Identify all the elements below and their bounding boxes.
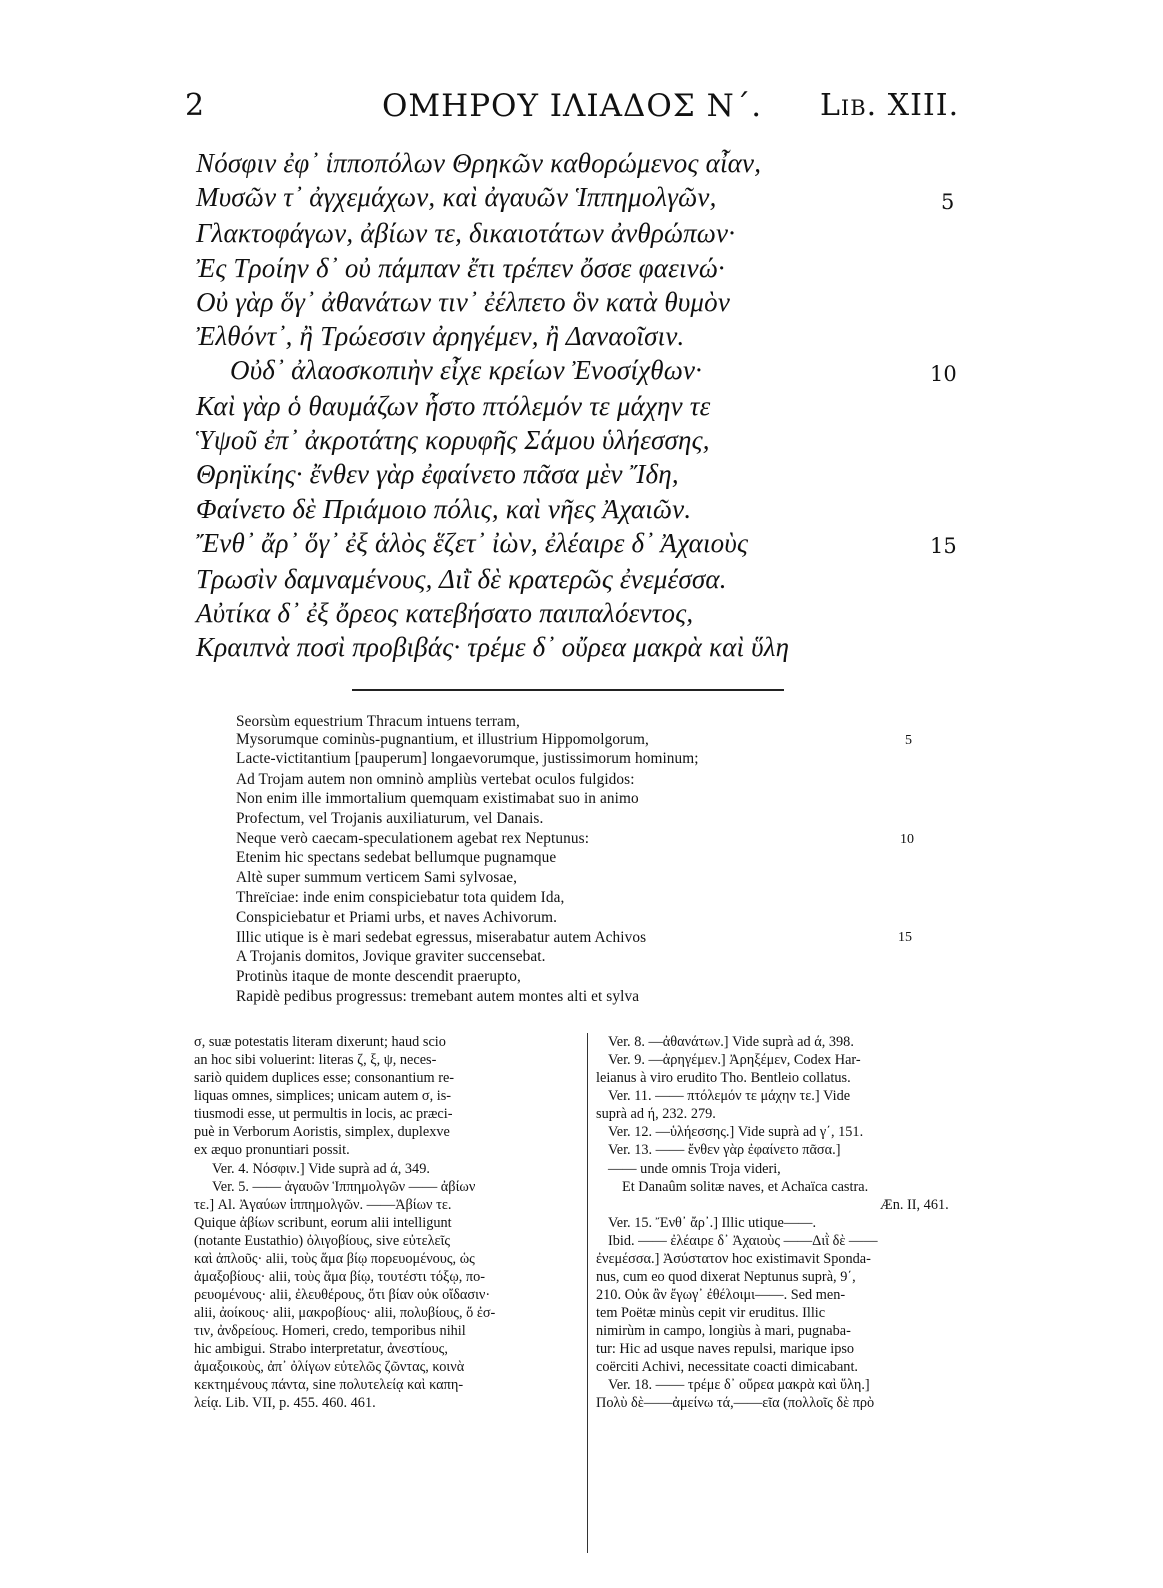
note-line: nimirùm in campo, longiùs à mari, pugnaba- — [596, 1323, 851, 1339]
note-line: Et Danaûm solitæ naves, et Achaïca castra. — [622, 1179, 869, 1195]
note-line: Ver. 9. —ἀρηγέμεν.] Ἀρηξέμεν, Codex Har- — [608, 1052, 861, 1068]
note-line: Ver. 8. —ἀθανάτων.] Vide suprà ad ά, 398. — [608, 1034, 854, 1050]
note-line: hic ambigui. Strabo interpretatur, ἀνεστίους, — [194, 1341, 448, 1357]
note-line: καὶ ἀπλοῦς· alii, τοὺς ἅμα βίῳ πορευομένους, ὡς — [194, 1251, 475, 1267]
note-line: κεκτημένους πάντα, sine πολυτελείᾳ καὶ καπη- — [194, 1377, 464, 1393]
note-line: ἁμαξοικοὺς, ἀπ᾽ ὀλίγων εὐτελῶς ζῶντας, κοινὰ — [194, 1359, 465, 1375]
greek-line: Ὑψοῦ ἐπ᾽ ἀκροτάτης κορυφῆς Σάμου ὑλήεσσης, — [196, 425, 710, 455]
note-line: τιν, ἀνδρείους. Homeri, credo, temporibus nihil — [194, 1323, 466, 1339]
greek-line: Αὐτίκα δ᾽ ἐξ ὄρεος κατεβήσατο παιπαλόεντος, — [196, 598, 694, 628]
greek-line-number: 5 — [941, 190, 955, 214]
latin-line-number: 10 — [900, 832, 914, 847]
note-line: (notante Eustathio) ὀλιγοβίους, sive εὐτελεῖς — [194, 1233, 451, 1249]
note-line: coërciti Achivi, necessitate coacti dimicabant. — [596, 1359, 859, 1375]
note-line: ἁμαξοβίους· alii, τοὺς ἅμα βίῳ, τουτέστι τόξῳ, πο- — [194, 1269, 486, 1285]
greek-line-number: 10 — [930, 362, 957, 386]
greek-line: Θρηϊκίης· ἔνθεν γὰρ ἐφαίνετο πᾶσα μὲν Ἴδη, — [196, 459, 679, 489]
note-line: Quique ἀβίων scribunt, eorum alii intelligunt — [194, 1215, 452, 1231]
note-line: Ver. 13. —— ἔνθεν γὰρ ἐφαίνετο πᾶσα.] — [608, 1142, 841, 1158]
latin-line: Seorsùm equestrium Thracum intuens terram, — [236, 713, 520, 730]
greek-line: Καὶ γὰρ ὁ θαυμάζων ἧστο πτόλεμόν τε μάχην τε — [196, 391, 711, 421]
book-label: Lib. XIII. — [820, 88, 960, 123]
latin-line: Protinùs itaque de monte descendit praerupto, — [236, 968, 521, 985]
latin-line: Non enim ille immortalium quemquam existimabat suo in animo — [236, 790, 639, 807]
note-line: Ver. 18. —— τρέμε δ᾽ οὔρεα μακρὰ καὶ ὕλη.] — [608, 1377, 870, 1393]
note-line: 210. Οὐκ ἂν ἔγωγ᾽ ἐθέλοιμι——. Sed men- — [596, 1287, 846, 1303]
latin-line: Rapidè pedibus progressus: tremebant autem montes alti et sylva — [236, 988, 640, 1005]
page-number: 2 — [185, 88, 206, 123]
separator-rule — [352, 689, 784, 691]
greek-line-number: 15 — [930, 534, 957, 558]
latin-line: Neque verò caecam-speculationem agebat rex Neptunus: — [236, 830, 590, 847]
note-line: Ibid. —— ἐλέαιρε δ᾽ Ἀχαιοὺς ——Διῒ δὲ —— — [608, 1233, 878, 1249]
note-line: alii, ἀοίκους· alii, μακροβίους· alii, πολυβίους, ὅ ἐσ- — [194, 1305, 496, 1321]
latin-line-number: 5 — [905, 733, 912, 748]
note-line: an hoc sibi voluerint: literas ζ, ξ, ψ, neces- — [194, 1052, 437, 1068]
running-title: ΟΜΗΡΟΥ ΙΛΙΑΔΟΣ Ν΄. — [382, 88, 763, 124]
latin-line: Altè super summum verticem Sami sylvosae, — [236, 869, 518, 886]
latin-line: Profectum, vel Trojanis auxiliaturum, vel Danais. — [236, 810, 544, 827]
greek-line: Ἐς Τροίην δ᾽ οὐ πάμπαν ἔτι τρέπεν ὄσσε φαεινώ· — [196, 253, 725, 283]
note-line: leianus à viro erudito Tho. Bentleio collatus. — [596, 1070, 851, 1086]
column-divider — [587, 1033, 588, 1553]
note-line: Πολὺ δὲ——ἀμείνω τά,——εῖα (πολλοῖς δὲ πρὸ — [596, 1395, 875, 1411]
latin-line: Mysorumque cominùs-pugnantium, et illustrium Hippomolgorum, — [236, 731, 649, 748]
latin-line: A Trojanis domitos, Jovique graviter succensebat. — [236, 948, 546, 965]
note-line: Ver. 4. Νόσφιν.] Vide suprà ad ά, 349. — [212, 1161, 430, 1177]
latin-line-number: 15 — [898, 930, 912, 945]
note-line: λείᾳ. Lib. VII, p. 455. 460. 461. — [194, 1395, 376, 1411]
note-line: τε.] Al. Ἀγαύων ἱππημολγῶν. ——Ἀβίων τε. — [194, 1197, 452, 1213]
note-line: suprà ad ή, 232. 279. — [596, 1106, 716, 1122]
greek-line: Οὐ γὰρ ὅγ᾽ ἀθανάτων τιν᾽ ἐέλπετο ὃν κατὰ θυμὸν — [196, 287, 731, 317]
latin-line: Conspiciebatur et Priami urbs, et naves Achivorum. — [236, 909, 558, 926]
note-line: σ, suæ potestatis literam dixerunt; haud scio — [194, 1034, 446, 1050]
latin-line: Lacte-victitantium [pauperum] longaevorumque, justissimorum hominum; — [236, 750, 699, 767]
note-line: ex æquo pronuntiari possit. — [194, 1142, 350, 1158]
note-line: tiusmodi esse, ut permultis in locis, ac præci- — [194, 1106, 453, 1122]
greek-line: Τρωσὶν δαμναμένους, Διῒ δὲ κρατερῶς ἐνεμέσσα. — [196, 564, 727, 594]
latin-line: Illic utique is è mari sedebat egressus, miserabatur autem Achivos — [236, 929, 647, 946]
latin-line: Threïciae: inde enim conspiciebatur tota quidem Ida, — [236, 889, 565, 906]
latin-line: Ad Trojam autem non omninò ampliùs vertebat oculos fulgidos: — [236, 771, 635, 788]
note-line: tem Poëtæ minùs cepit vir eruditus. Illic — [596, 1305, 826, 1321]
greek-line: Ἐλθόντ᾽, ἢ Τρώεσσιν ἀρηγέμεν, ἢ Δαναοῖσιν. — [196, 321, 685, 351]
note-line: tur: Hic ad usque naves repulsi, marique ipso — [596, 1341, 855, 1357]
note-line: —— unde omnis Troja videri, — [608, 1161, 781, 1177]
note-line: Ver. 12. —ὑλήεσσης.] Vide suprà ad γ΄, 151. — [608, 1124, 864, 1140]
note-line: sariò quidem duplices esse; consonantium re- — [194, 1070, 455, 1086]
latin-line: Etenim hic spectans sedebat bellumque pugnamque — [236, 849, 557, 866]
note-line: ἐνεμέσσα.] Ἀσύστατον hoc existimavit Sponda- — [596, 1251, 871, 1267]
greek-line: Οὐδ᾽ ἀλαοσκοπιὴν εἶχε κρείων Ἐνοσίχθων· — [230, 355, 703, 385]
note-line: Ver. 11. —— πτόλεμόν τε μάχην τε.] Vide — [608, 1088, 851, 1104]
greek-line: Μυσῶν τ᾽ ἀγχεμάχων, καὶ ἀγαυῶν Ἱππημολγῶν, — [196, 182, 717, 212]
note-line: liquas omnes, simplices; unicam autem σ, is- — [194, 1088, 452, 1104]
note-line: Ver. 5. —— ἀγαυῶν Ἱππημολγῶν —— ἀβίων — [212, 1179, 476, 1195]
greek-line: Νόσφιν ἐφ᾽ ἱπποπόλων Θρηκῶν καθορώμενος αἶαν, — [196, 148, 762, 178]
note-line: Ver. 15. Ἔνθ᾽ ἄρ᾽.] Illic utique——. — [608, 1215, 817, 1231]
note-line: Æn. II, 461. — [880, 1197, 949, 1213]
note-line: ρευομένους· alii, ἐλευθέρους, ὅτι βίαν οὐκ οἴδασιν· — [194, 1287, 491, 1303]
note-line: nus, cum eo quod dixerat Neptunus suprà, 9΄, — [596, 1269, 856, 1285]
greek-line: Γλακτοφάγων, ἀβίων τε, δικαιοτάτων ἀνθρώπων· — [196, 218, 736, 248]
note-line: puè in Verborum Aoristis, simplex, duplexve — [194, 1124, 450, 1140]
greek-line: Φαίνετο δὲ Πριάμοιο πόλις, καὶ νῆες Ἀχαιῶν. — [196, 494, 692, 524]
greek-line: Ἔνθ᾽ ἄρ᾽ ὅγ᾽ ἐξ ἁλὸς ἕζετ᾽ ἰὼν, ἐλέαιρε δ᾽ Ἀχαιοὺς — [196, 528, 749, 558]
greek-line: Κραιπνὰ ποσὶ προβιβάς· τρέμε δ᾽ οὔρεα μακρὰ καὶ ὕλη — [196, 632, 790, 662]
